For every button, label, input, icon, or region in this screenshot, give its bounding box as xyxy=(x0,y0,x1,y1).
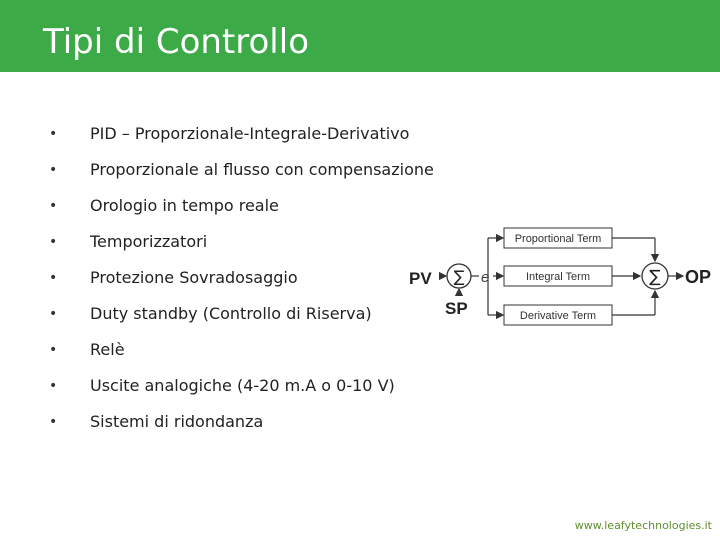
bullet-item xyxy=(0,224,460,260)
integral-term-label: Integral Term xyxy=(526,271,590,283)
derivative-term-label: Derivative Term xyxy=(519,310,597,322)
sigma-icon: ∑ xyxy=(649,267,661,287)
pid-diagram xyxy=(405,218,717,330)
bullet-marker: • xyxy=(49,414,58,430)
bullet-item xyxy=(0,260,460,296)
proportional-term-label: Proportional Term xyxy=(514,233,602,245)
bullet-marker: • xyxy=(49,306,58,322)
footer-website: www.leafytechnologies.it xyxy=(574,519,712,532)
bullet-item xyxy=(0,152,460,188)
bullet-item xyxy=(0,332,460,368)
bullet-item xyxy=(0,188,460,224)
bullet-marker: • xyxy=(49,342,58,358)
bullet-text: Proporzionale al flusso con compensazione xyxy=(90,160,434,179)
slide-title: Tipi di Controllo xyxy=(43,22,309,62)
bullet-list xyxy=(0,116,460,440)
bullet-item xyxy=(0,404,460,440)
bullet-marker: • xyxy=(49,126,58,142)
bullet-marker: • xyxy=(49,234,58,250)
bullet-marker: • xyxy=(49,162,58,178)
bullet-text: Protezione Sovradosaggio xyxy=(90,268,298,287)
op-label: OP xyxy=(685,267,712,287)
pv-label: PV xyxy=(409,269,432,288)
bullet-text: Relè xyxy=(90,340,125,359)
bullet-text: Duty standby (Controllo di Riserva) xyxy=(90,304,372,323)
bullet-marker: • xyxy=(49,270,58,286)
slide-header xyxy=(0,0,720,72)
bullet-item xyxy=(0,116,460,152)
bullet-item xyxy=(0,368,460,404)
bullet-marker: • xyxy=(49,198,58,214)
bullet-marker: • xyxy=(49,378,58,394)
error-label: e xyxy=(481,269,490,286)
sp-label: SP xyxy=(445,299,468,318)
bullet-text: Sistemi di ridondanza xyxy=(90,412,264,431)
bullet-item xyxy=(0,296,460,332)
bullet-text: Uscite analogiche (4-20 m.A o 0-10 V) xyxy=(90,376,395,395)
bullet-text: Temporizzatori xyxy=(90,232,208,251)
sigma-icon: ∑ xyxy=(453,267,465,286)
bullet-text: PID – Proporzionale-Integrale-Derivativo xyxy=(90,124,410,143)
bullet-text: Orologio in tempo reale xyxy=(90,196,279,215)
